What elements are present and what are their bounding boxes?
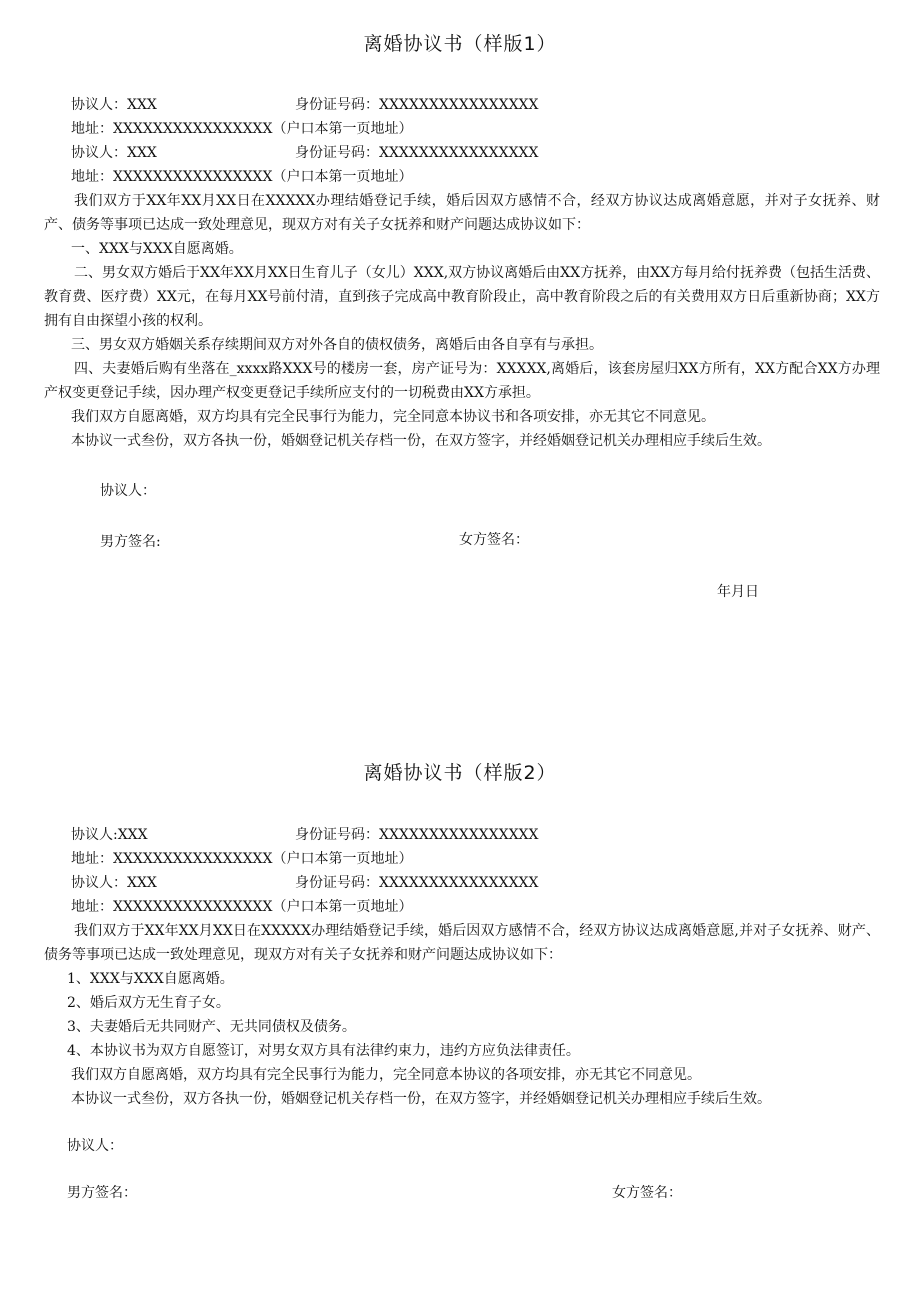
sample1-title: 离婚协议书（样版1） [363, 33, 557, 55]
sample1-intro: 我们双方于XX年XX月XX日在XXXXX办理结婚登记手续，婚后因双方感情不合，经双方协议达成离婚意愿，并对子女抚养、财产、债务等事项已达成一致处理意见，现双方对有关子女抚养和财产问题达成协议如下： [44, 193, 880, 233]
sample2-party1-address: 地址：XXXXXXXXXXXXXXXX（户口本第一页地址） [71, 851, 413, 867]
sample1-clause-1: 一、XXX与XXX自愿离婚。 [71, 241, 243, 257]
sample1-signers-label: 协议人： [100, 483, 156, 499]
sample2-intro: 我们双方于XX年XX月XX日在XXXXX办理结婚登记手续，婚后因双方感情不合，经双方协议达成离婚意愿,并对子女抚养、财产、债务等事项已达成一致处理意见，现双方对有关子女抚养和财产问题达成协议如下： [44, 923, 880, 963]
sample1-clause-4: 四、夫妻婚后购有坐落在_xxxx路XXX号的楼房一套，房产证号为：XXXXX,离婚后，该套房屋归XX方所有，XX方配合XX方办理产权变更登记手续，因办理产权变更登记手续所应支付的一切税费由XX方承担。 [44, 361, 880, 401]
sample1-party2-address: 地址：XXXXXXXXXXXXXXXX（户口本第一页地址） [71, 169, 413, 185]
sample2-party1-name: 协议人:XXX [71, 827, 148, 843]
sample2-party2-id: 身份证号码：XXXXXXXXXXXXXXXX [295, 875, 539, 891]
sample2-female-signature: 女方签名： [612, 1185, 682, 1201]
sample2-male-signature: 男方签名： [67, 1185, 137, 1201]
sample2-clause-3: 3、夫妻婚后无共同财产、无共同债权及债务。 [67, 1019, 356, 1035]
sample2-clause-2: 2、婚后双方无生育子女。 [67, 995, 230, 1011]
sample1-effect: 本协议一式叁份，双方各执一份，婚姻登记机关存档一份，在双方签字，并经婚姻登记机关办理相应手续后生效。 [71, 433, 771, 449]
sample1-clause-3: 三、男女双方婚姻关系存续期间双方对外各自的债权债务，离婚后由各自享有与承担。 [71, 337, 603, 353]
sample1-date: 年月日 [717, 584, 759, 600]
sample1-party1-name: 协议人：XXX [71, 97, 157, 113]
sample2-party1-id: 身份证号码：XXXXXXXXXXXXXXXX [295, 827, 539, 843]
sample2-party2-address: 地址：XXXXXXXXXXXXXXXX（户口本第一页地址） [71, 899, 413, 915]
sample1-party2-name: 协议人：XXX [71, 145, 157, 161]
sample1-clause-2: 二、男女双方婚后于XX年XX月XX日生育儿子（女儿）XXX,双方协议离婚后由XX方抚养，由XX方每月给付抚养费（包括生活费、教育费、医疗费）XX元，在每月XX号前付清，直到孩子完成高中教育阶段止，高中教育阶段之后的有关费用双方日后重新协商；XX方拥有自由探望小孩的权利。 [44, 265, 881, 329]
sample1-male-signature: 男方签名: [100, 534, 161, 550]
sample1-party2-id: 身份证号码：XXXXXXXXXXXXXXXX [295, 145, 539, 161]
sample1-party1-id: 身份证号码：XXXXXXXXXXXXXXXX [295, 97, 539, 113]
sample1-female-signature: 女方签名： [459, 532, 529, 548]
sample2-party2-name: 协议人：XXX [71, 875, 157, 891]
sample1-party1-address: 地址：XXXXXXXXXXXXXXXX（户口本第一页地址） [71, 121, 413, 137]
sample1-statement: 我们双方自愿离婚，双方均具有完全民事行为能力，完全同意本协议书和各项安排，亦无其它不同意见。 [71, 409, 715, 425]
sample2-effect: 本协议一式叁份，双方各执一份，婚姻登记机关存档一份，在双方签字，并经婚姻登记机关办理相应手续后生效。 [71, 1091, 771, 1107]
sample2-statement: 我们双方自愿离婚，双方均具有完全民事行为能力，完全同意本协议的各项安排，亦无其它不同意见。 [71, 1067, 701, 1083]
sample2-clause-1: 1、XXX与XXX自愿离婚。 [67, 971, 234, 987]
sample2-signers-label: 协议人： [67, 1138, 123, 1154]
sample2-clause-4: 4、本协议书为双方自愿签订，对男女双方具有法律约束力，违约方应负法律责任。 [67, 1043, 580, 1059]
sample2-title: 离婚协议书（样版2） [363, 762, 557, 784]
